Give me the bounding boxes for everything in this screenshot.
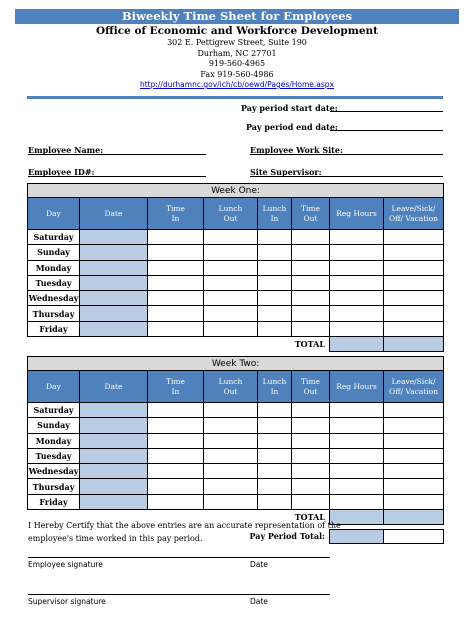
supervisor-signature-line[interactable] bbox=[28, 594, 330, 595]
time-cell[interactable] bbox=[384, 448, 444, 463]
time-cell[interactable] bbox=[384, 479, 444, 494]
time-cell[interactable] bbox=[292, 260, 330, 275]
column-header: Time Out bbox=[292, 371, 330, 403]
day-cell: Tuesday bbox=[28, 448, 80, 463]
day-cell: Sunday bbox=[28, 418, 80, 433]
date-cell[interactable] bbox=[80, 433, 148, 448]
table-row bbox=[28, 275, 444, 290]
time-cell[interactable] bbox=[292, 418, 330, 433]
employee-signature-line[interactable] bbox=[28, 557, 330, 558]
column-header: Lunch Out bbox=[204, 198, 258, 230]
work-site-field[interactable] bbox=[250, 154, 443, 155]
table-row bbox=[28, 321, 444, 336]
time-cell[interactable] bbox=[384, 418, 444, 433]
time-cell[interactable] bbox=[384, 291, 444, 306]
time-cell[interactable] bbox=[204, 291, 258, 306]
column-header: Reg Hours bbox=[330, 371, 384, 403]
time-cell[interactable] bbox=[292, 494, 330, 509]
table-row bbox=[28, 306, 444, 321]
pay-start-label: Pay period start date: bbox=[241, 103, 338, 113]
time-cell[interactable] bbox=[330, 418, 384, 433]
time-cell[interactable] bbox=[148, 245, 204, 260]
employee-signature-label: Employee signature bbox=[28, 560, 103, 569]
document-header bbox=[0, 9, 474, 90]
time-cell[interactable] bbox=[384, 275, 444, 290]
date-cell[interactable] bbox=[80, 494, 148, 509]
column-header: Lunch In bbox=[258, 198, 292, 230]
time-cell[interactable] bbox=[258, 433, 292, 448]
time-cell[interactable] bbox=[148, 494, 204, 509]
table-row bbox=[28, 230, 444, 245]
time-cell[interactable] bbox=[292, 433, 330, 448]
time-cell[interactable] bbox=[384, 321, 444, 336]
time-cell[interactable] bbox=[292, 403, 330, 418]
table-row bbox=[28, 291, 444, 306]
employee-id-field[interactable] bbox=[28, 176, 206, 177]
time-cell[interactable] bbox=[330, 433, 384, 448]
time-cell[interactable] bbox=[204, 433, 258, 448]
day-cell: Thursday bbox=[28, 479, 80, 494]
time-cell[interactable] bbox=[330, 448, 384, 463]
time-cell[interactable] bbox=[292, 464, 330, 479]
time-cell[interactable] bbox=[330, 306, 384, 321]
time-cell[interactable] bbox=[148, 275, 204, 290]
week-two-table bbox=[27, 356, 444, 544]
column-header: Time Out bbox=[292, 198, 330, 230]
time-cell[interactable] bbox=[258, 245, 292, 260]
leave-total[interactable] bbox=[384, 337, 444, 352]
time-cell[interactable] bbox=[204, 260, 258, 275]
time-cell[interactable] bbox=[330, 260, 384, 275]
pay-end-label: Pay period end date: bbox=[246, 122, 338, 132]
supervisor-date-label: Date bbox=[250, 597, 268, 606]
address-line: 302 E. Pettigrew Street, Suite 190 bbox=[167, 38, 307, 47]
time-cell[interactable] bbox=[204, 230, 258, 245]
table-row bbox=[28, 494, 444, 509]
time-cell[interactable] bbox=[258, 448, 292, 463]
time-cell[interactable] bbox=[148, 230, 204, 245]
time-cell[interactable] bbox=[384, 306, 444, 321]
time-cell[interactable] bbox=[258, 260, 292, 275]
date-cell[interactable] bbox=[80, 260, 148, 275]
time-cell[interactable] bbox=[384, 494, 444, 509]
date-cell[interactable] bbox=[80, 418, 148, 433]
time-cell[interactable] bbox=[384, 464, 444, 479]
work-site-label: Employee Work Site: bbox=[250, 145, 343, 155]
table-row bbox=[28, 403, 444, 418]
website-link[interactable]: http://durhamnc.gov/ich/cb/oewd/Pages/Home.aspx bbox=[139, 80, 335, 89]
day-cell: Monday bbox=[28, 260, 80, 275]
phone-line: 919-560-4965 bbox=[208, 59, 266, 68]
column-header: Day bbox=[28, 371, 80, 403]
day-cell: Friday bbox=[28, 494, 80, 509]
table-row bbox=[28, 433, 444, 448]
time-cell[interactable] bbox=[292, 275, 330, 290]
time-cell[interactable] bbox=[148, 418, 204, 433]
time-cell[interactable] bbox=[258, 275, 292, 290]
time-cell[interactable] bbox=[258, 291, 292, 306]
time-cell[interactable] bbox=[258, 306, 292, 321]
page-title: Biweekly Time Sheet for Employees bbox=[15, 9, 459, 24]
table-row bbox=[28, 464, 444, 479]
time-cell[interactable] bbox=[204, 494, 258, 509]
time-cell[interactable] bbox=[292, 230, 330, 245]
time-cell[interactable] bbox=[148, 403, 204, 418]
total-label: TOTAL bbox=[294, 512, 325, 523]
period-leave-total[interactable] bbox=[384, 529, 444, 543]
total-label: TOTAL bbox=[294, 339, 325, 350]
time-cell[interactable] bbox=[292, 448, 330, 463]
time-cell[interactable] bbox=[204, 321, 258, 336]
leave-total[interactable] bbox=[384, 510, 444, 525]
day-cell: Monday bbox=[28, 433, 80, 448]
column-header: Time In bbox=[148, 371, 204, 403]
employee-date-label: Date bbox=[250, 560, 268, 569]
pay-start-field[interactable] bbox=[330, 111, 443, 112]
day-cell: Tuesday bbox=[28, 275, 80, 290]
time-cell[interactable] bbox=[148, 291, 204, 306]
time-cell[interactable] bbox=[148, 433, 204, 448]
day-cell: Sunday bbox=[28, 245, 80, 260]
city-line: Durham, NC 27701 bbox=[197, 48, 277, 58]
pay-period-total-label: Pay Period Total: bbox=[249, 531, 325, 542]
column-header: Lunch In bbox=[258, 371, 292, 403]
column-header: Date bbox=[80, 198, 148, 230]
time-cell[interactable] bbox=[330, 245, 384, 260]
time-cell[interactable] bbox=[330, 275, 384, 290]
time-cell[interactable] bbox=[148, 448, 204, 463]
time-cell[interactable] bbox=[330, 464, 384, 479]
time-cell[interactable] bbox=[258, 230, 292, 245]
time-cell[interactable] bbox=[258, 479, 292, 494]
day-cell: Thursday bbox=[28, 306, 80, 321]
reg-hours-total[interactable] bbox=[330, 337, 384, 352]
column-header: Reg Hours bbox=[330, 198, 384, 230]
table-row bbox=[28, 260, 444, 275]
time-cell[interactable] bbox=[258, 418, 292, 433]
time-cell[interactable] bbox=[292, 321, 330, 336]
day-cell: Friday bbox=[28, 321, 80, 336]
employee-name-field[interactable] bbox=[28, 154, 206, 155]
time-cell[interactable] bbox=[384, 260, 444, 275]
time-cell[interactable] bbox=[292, 479, 330, 494]
date-cell[interactable] bbox=[80, 291, 148, 306]
day-cell: Saturday bbox=[28, 403, 80, 418]
week-label: Week Two: bbox=[28, 357, 444, 371]
table-row bbox=[28, 418, 444, 433]
time-cell[interactable] bbox=[292, 245, 330, 260]
table-row bbox=[28, 479, 444, 494]
time-cell[interactable] bbox=[204, 403, 258, 418]
time-cell[interactable] bbox=[330, 403, 384, 418]
time-cell[interactable] bbox=[330, 494, 384, 509]
time-cell[interactable] bbox=[384, 245, 444, 260]
employee-id-label: Employee ID#: bbox=[28, 167, 95, 177]
column-header: Date bbox=[80, 371, 148, 403]
date-cell[interactable] bbox=[80, 464, 148, 479]
time-cell[interactable] bbox=[204, 306, 258, 321]
employee-name-label: Employee Name: bbox=[28, 145, 104, 155]
time-cell[interactable] bbox=[204, 479, 258, 494]
date-cell[interactable] bbox=[80, 245, 148, 260]
header-divider bbox=[27, 96, 443, 99]
time-cell[interactable] bbox=[258, 494, 292, 509]
column-header: Time In bbox=[148, 198, 204, 230]
table-row bbox=[28, 245, 444, 260]
time-cell[interactable] bbox=[384, 433, 444, 448]
time-cell[interactable] bbox=[148, 260, 204, 275]
fax-line: Fax 919-560-4986 bbox=[200, 69, 274, 79]
week-label: Week One: bbox=[28, 184, 444, 198]
date-cell[interactable] bbox=[80, 321, 148, 336]
supervisor-label: Site Supervisor: bbox=[250, 167, 322, 177]
time-cell[interactable] bbox=[292, 291, 330, 306]
time-cell[interactable] bbox=[258, 464, 292, 479]
date-cell[interactable] bbox=[80, 306, 148, 321]
supervisor-field[interactable] bbox=[250, 176, 443, 177]
column-header: Day bbox=[28, 198, 80, 230]
time-cell[interactable] bbox=[148, 321, 204, 336]
week-one-table bbox=[27, 183, 444, 352]
time-cell[interactable] bbox=[148, 306, 204, 321]
column-header: Lunch Out bbox=[204, 371, 258, 403]
org-name: Office of Economic and Workforce Development bbox=[96, 25, 378, 37]
time-cell[interactable] bbox=[204, 464, 258, 479]
time-cell[interactable] bbox=[384, 403, 444, 418]
day-cell: Saturday bbox=[28, 230, 80, 245]
time-cell[interactable] bbox=[204, 418, 258, 433]
column-header: Leave/Sick/ Off/ Vacation bbox=[384, 371, 444, 403]
time-cell[interactable] bbox=[258, 403, 292, 418]
certification-text: I Hereby Certify that the above entries are an accurate representation of the employee's time worked in this pay period. bbox=[28, 521, 341, 543]
time-cell[interactable] bbox=[204, 275, 258, 290]
time-cell[interactable] bbox=[330, 230, 384, 245]
table-row bbox=[28, 448, 444, 463]
time-cell[interactable] bbox=[148, 479, 204, 494]
time-cell[interactable] bbox=[292, 306, 330, 321]
time-cell[interactable] bbox=[384, 230, 444, 245]
date-cell[interactable] bbox=[80, 403, 148, 418]
time-cell[interactable] bbox=[330, 479, 384, 494]
date-cell[interactable] bbox=[80, 230, 148, 245]
time-cell[interactable] bbox=[330, 291, 384, 306]
time-cell[interactable] bbox=[330, 321, 384, 336]
day-cell: Wednesday bbox=[28, 291, 80, 306]
date-cell[interactable] bbox=[80, 479, 148, 494]
column-header: Leave/Sick/ Off/ Vacation bbox=[384, 198, 444, 230]
time-cell[interactable] bbox=[148, 464, 204, 479]
time-cell[interactable] bbox=[204, 448, 258, 463]
pay-end-field[interactable] bbox=[330, 130, 443, 131]
supervisor-signature-label: Supervisor signature bbox=[28, 597, 106, 606]
day-cell: Wednesday bbox=[28, 464, 80, 479]
time-cell[interactable] bbox=[258, 321, 292, 336]
time-cell[interactable] bbox=[204, 245, 258, 260]
date-cell[interactable] bbox=[80, 448, 148, 463]
date-cell[interactable] bbox=[80, 275, 148, 290]
